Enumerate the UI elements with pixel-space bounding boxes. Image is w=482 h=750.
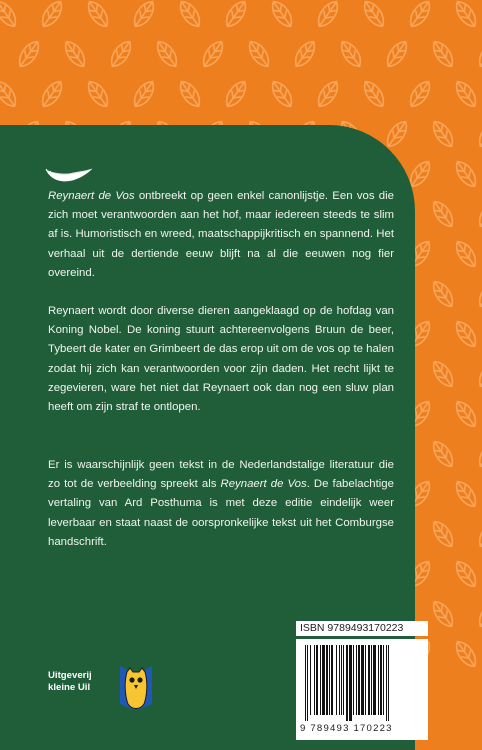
barcode-bar: [353, 645, 354, 715]
barcode-bar: [358, 645, 360, 715]
barcode-bar: [339, 645, 340, 715]
barcode-bar: [314, 645, 315, 715]
barcode-bar: [383, 645, 384, 715]
barcode-bar: [365, 645, 366, 715]
publisher-name: [48, 670, 92, 694]
barcode-bar: [346, 645, 348, 721]
barcode-bar: [361, 645, 364, 715]
barcode: [304, 645, 422, 721]
paragraph-1-text: ontbreekt op geen enkel canonlijstje. Een vos die zich moet verantwoorden aan het hof, maar iedereen steeds te slim af is. Humoristisch en wreed, maatschappijkritisch en spannend. Het verhaal uit de dertiende eeuw blijft na al die eeuwen nog fier overeind.: [48, 190, 394, 279]
barcode-bar: [386, 645, 387, 721]
paragraph-3-text-after: . De fabelachtige vertaling van Ard Posthuma is met deze editie eindelijk weer leverbaar en staat naast de oorspronkelijke tekst uit het Comburgse handschrift.: [48, 478, 394, 548]
publisher-kleine: kleine: [48, 682, 78, 693]
barcode-bar: [316, 645, 318, 715]
barcode-bar: [326, 645, 328, 715]
barcode-bar: [310, 645, 311, 715]
barcode-bar: [378, 645, 379, 715]
book-title-italic: Reynaert de Vos: [48, 190, 135, 202]
paragraph-3-text-before: Er is waarschijnlijk geen tekst in de Nederlandstalige literatuur die zo tot de verbeelding spreekt als: [48, 459, 394, 491]
publisher-line-2: [48, 682, 92, 694]
barcode-box: [296, 639, 428, 740]
publisher-uil: Uil: [77, 682, 91, 693]
barcode-bar: [388, 645, 389, 721]
barcode-bar: [320, 645, 321, 715]
owl-icon: [118, 660, 154, 714]
barcode-bar: [307, 645, 308, 721]
barcode-bar: [331, 645, 333, 715]
publisher-logo: [48, 660, 158, 720]
feather-icon: [44, 166, 94, 188]
barcode-number: 9 789493 170223: [300, 723, 393, 734]
publisher-line-1: Uitgeverij: [48, 670, 92, 681]
blurb-paragraph-1: [48, 187, 394, 283]
barcode-bar: [371, 645, 372, 715]
barcode-bar: [380, 645, 382, 715]
barcode-bar: [349, 645, 352, 721]
barcode-bar: [356, 645, 357, 715]
barcode-bar: [373, 645, 376, 715]
barcode-bar: [322, 645, 325, 715]
blurb-paragraph-3: [48, 456, 394, 552]
blurb-paragraph-2: Reynaert wordt door diverse dieren aangeklaagd op de hofdag van Koning Nobel. De koning stuurt achtereenvolgens Bruun de beer, Tybeert de kater en Grimbeert de das erop uit om de vos op te halen zodat hij zich kan verantwoorden voor zijn daden. Het recht lijkt te zegevieren, ware het niet dat Reynaert ook dan nog een sluw plan heeft om zijn straf te ontlopen.: [48, 305, 394, 414]
barcode-bar: [343, 645, 344, 715]
barcode-bar: [329, 645, 330, 715]
barcode-bar: [305, 645, 306, 721]
barcode-bar: [341, 645, 342, 715]
isbn-label: ISBN 9789493170223: [296, 621, 428, 636]
barcode-bar: [336, 645, 337, 715]
barcode-bar: [368, 645, 370, 715]
book-title-italic: Reynaert de Vos: [220, 478, 307, 491]
